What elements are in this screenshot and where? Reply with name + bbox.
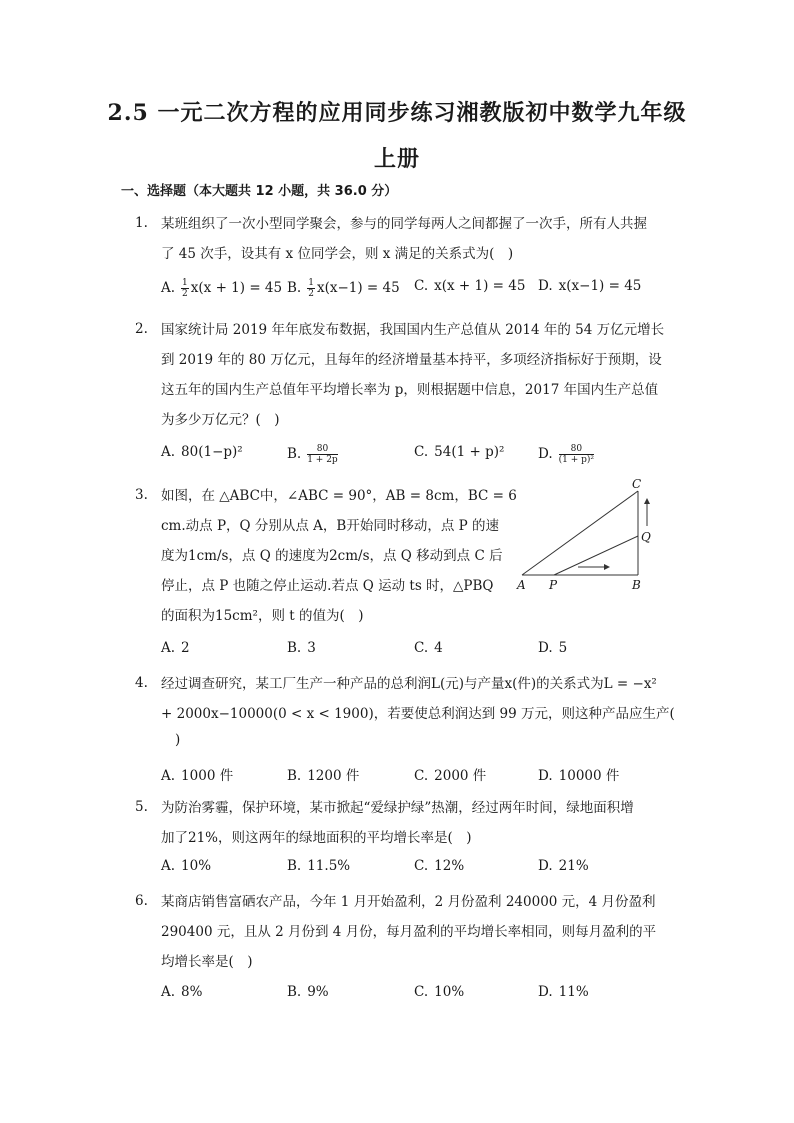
question-number: 5. [135,799,148,815]
option-a[interactable]: A. 8% [161,984,203,1000]
option-d[interactable]: D. 10000 件 [538,768,620,784]
option-b[interactable]: B. 3 [287,640,316,656]
label-p: P [549,578,558,592]
question-text-line: cm.动点 P，Q 分别从点 A，B开始同时移动，点 P 的速 [161,518,500,534]
question-number: 3. [135,487,148,503]
option-c[interactable]: C. 2000 件 [414,768,487,784]
option-a[interactable]: A. 2 [161,640,190,656]
question-text-line: 某班组织了一次小型同学聚会，参与的同学每两人之间都握了一次手，所有人共握 [161,216,647,232]
label-q: Q [641,530,651,544]
option-b[interactable]: B. 11.5% [287,858,351,874]
option-d[interactable]: D. x(x−1) = 45 [538,278,642,294]
question-text-line: 停止，点 P 也随之停止运动.若点 Q 运动 ts 时，△PBQ [161,578,494,594]
label-c: C [632,478,642,491]
arrow-up-head-icon [644,498,650,504]
option-b[interactable]: B. $\frac{80}{1 + 2p}$ [287,444,338,465]
options-row [161,278,671,300]
section-heading: 一、选择题（本大题共 12 小题，共 36.0 分） [121,184,398,199]
label-a: A [517,578,526,592]
question-text-line: 了 45 次手，设其有 x 位同学会，则 x 满足的关系式为( ) [161,246,514,262]
option-a[interactable]: A. 80(1−p)² [161,444,243,460]
question-text-line: 的面积为15cm²，则 t 的值为( ) [161,608,364,624]
question-text-line: 到 2019 年的 80 万亿元，且每年的经济增量基本持平，多项经济指标好于预期，设 [161,352,662,368]
label-b: B [632,578,641,592]
options-row [161,858,671,880]
question-number: 2. [135,321,148,337]
option-d[interactable]: D. $\frac{80}{\text{(1 + p)²}}$ [538,444,595,465]
options-row [161,764,671,786]
option-c[interactable]: C. 10% [414,984,465,1000]
question-text-line: 这五年的国内生产总值年平均增长率为 p，则根据题中信息，2017 年国内生产总值 [161,382,659,398]
page-title-continued: 上册 [373,146,420,172]
option-c[interactable]: C. x(x + 1) = 45 [414,278,526,294]
question-text-line: + 2000x−10000(0 < x < 1900)，若要使总利润达到 99 万元，则这种产品应生产( [161,706,675,722]
triangle-figure [512,478,662,593]
options-row [161,984,671,1006]
option-b[interactable]: B. 1200 件 [287,768,360,784]
question-text-line: ) [175,732,181,748]
question-number: 4. [135,675,148,691]
question-text-line: 加了21%，则这两年的绿地面积的平均增长率是( ) [161,830,472,846]
option-c[interactable]: C. 54(1 + p)² [414,444,505,460]
question-text-line: 为防治雾霾，保护环境，某市掀起“爱绿护绿”热潮，经过两年时间，绿地面积增 [161,800,634,816]
segment-pq [554,536,638,575]
page-title: 2.5 一元二次方程的应用同步练习湘教版初中数学九年级 [107,100,687,126]
option-d[interactable]: D. 11% [538,984,589,1000]
option-c[interactable]: C. 12% [414,858,465,874]
options-row [161,640,671,662]
question-text-line: 国家统计局 2019 年年底发布数据，我国国内生产总值从 2014 年的 54 万亿元增长 [161,322,665,338]
question-text-line: 为多少万亿元？( ) [161,412,280,428]
question-number: 1. [135,215,148,231]
options-row [161,444,671,466]
question-text-line: 均增长率是( ) [161,954,253,970]
option-c[interactable]: C. 4 [414,640,443,656]
option-a[interactable]: A. 1000 件 [161,768,234,784]
question-number: 6. [135,893,148,909]
option-b[interactable]: B. $\frac{1}{2}$ x(x−1) = 45 [287,278,400,299]
option-d[interactable]: D. 5 [538,640,568,656]
question-text-line: 如图，在 △ABC中，∠ABC = 90°，AB = 8cm，BC = 6 [161,488,517,504]
arrow-right-head-icon [604,564,610,570]
option-b[interactable]: B. 9% [287,984,329,1000]
option-a[interactable]: A. 10% [161,858,212,874]
question-text-line: 某商店销售富硒农产品，今年 1 月开始盈利，2 月份盈利 240000 元，4 月份盈利 [161,894,656,910]
option-d[interactable]: D. 21% [538,858,589,874]
question-text-line: 经过调查研究，某工厂生产一种产品的总利润L(元)与产量x(件)的关系式为L = −x² [161,676,657,692]
option-a[interactable]: A. $\frac{1}{2}$ x(x + 1) = 45 [161,278,283,299]
question-text-line: 290400 元，且从 2 月份到 4 月份，每月盈利的平均增长率相同，则每月盈利的平 [161,924,657,940]
question-text-line: 度为1cm/s，点 Q 的速度为2cm/s，点 Q 移动到点 C 后 [161,548,503,564]
